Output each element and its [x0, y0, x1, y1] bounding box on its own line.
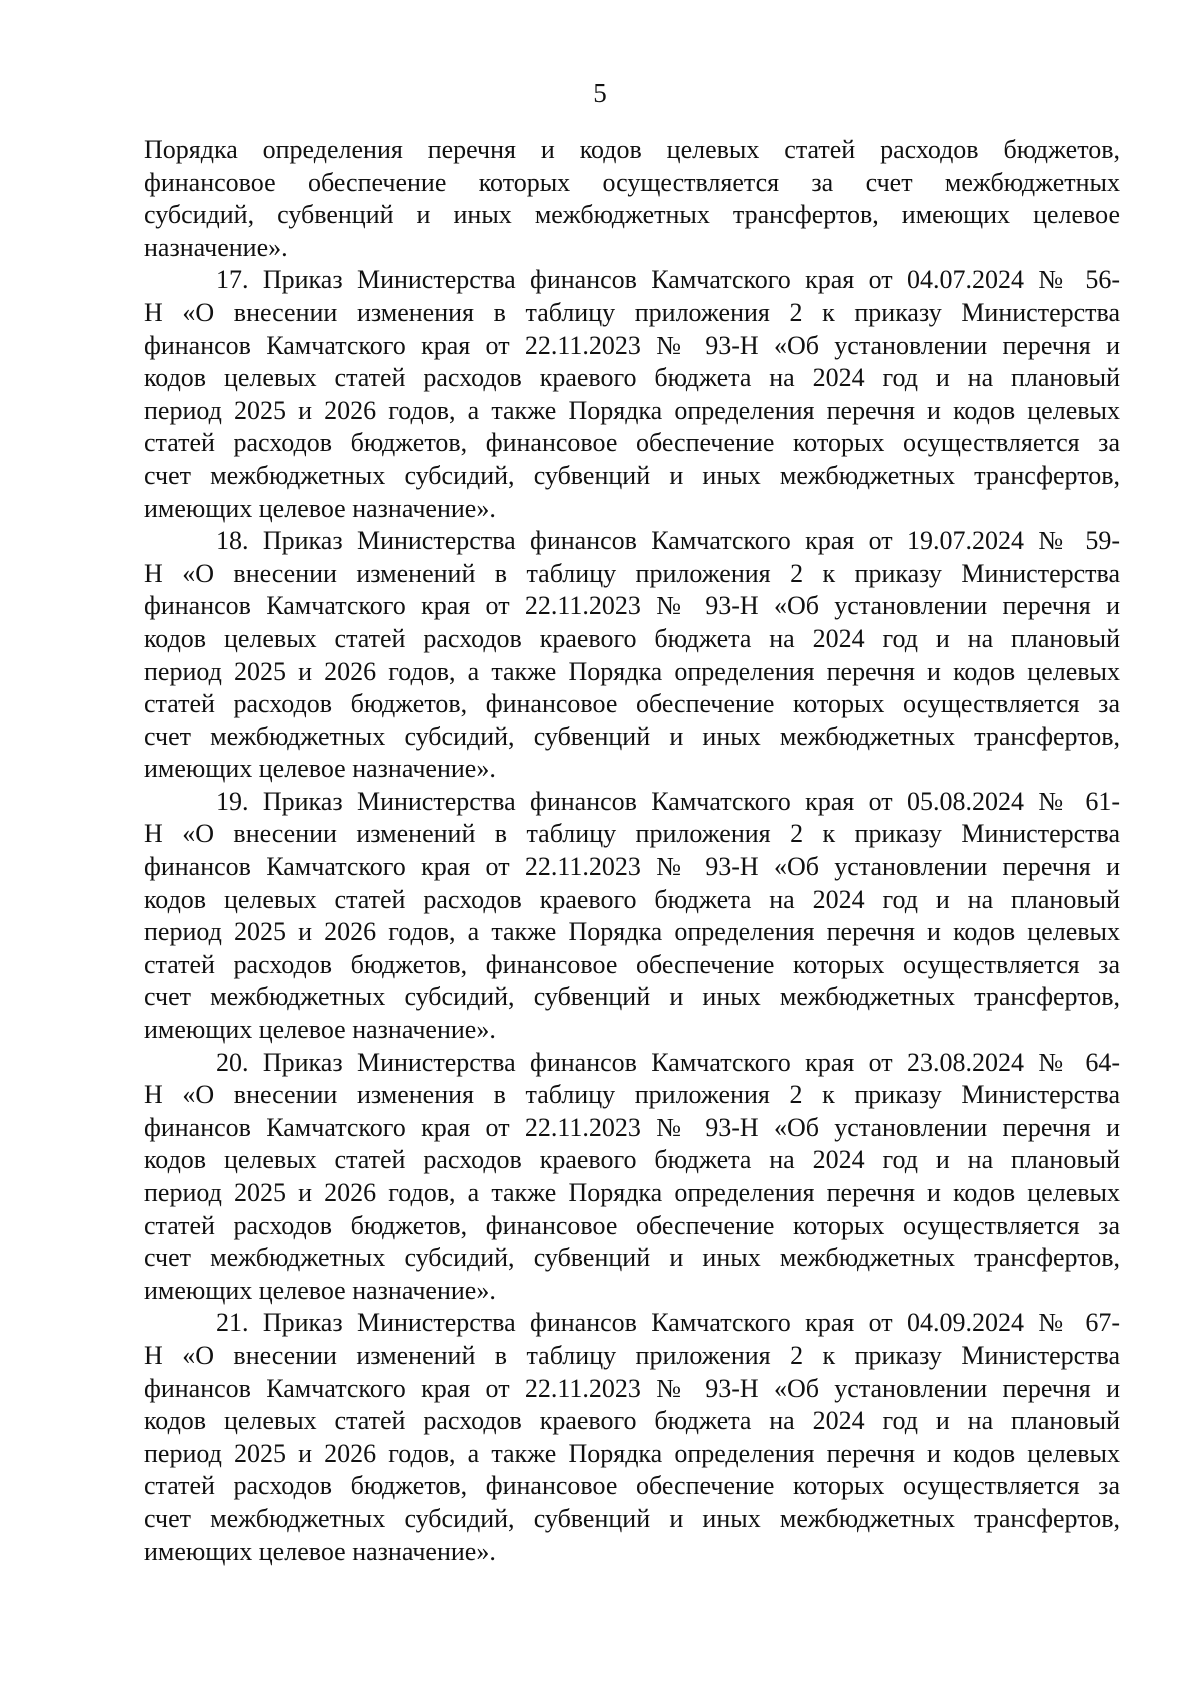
document-body	[144, 134, 1120, 1568]
text-line: назначение».	[144, 232, 288, 262]
paragraph-item-17	[144, 264, 1120, 525]
text-line: имеющих целевое назначение».	[144, 754, 496, 784]
text-line: Н «О внесении изменений в таблицу приложения 2 к приказу Министерства	[144, 558, 1120, 588]
paragraph-item-19	[144, 786, 1120, 1047]
text-line: кодов целевых статей расходов краевого бюджета на 2024 год и на плановый	[144, 623, 1120, 653]
text-line: период 2025 и 2026 годов, а также Порядка определения перечня и кодов целевых	[144, 1178, 1120, 1207]
text-line: кодов целевых статей расходов краевого бюджета на 2024 год и на плановый	[144, 363, 1120, 393]
text-line: Порядка определения перечня и кодов целевых статей расходов бюджетов,	[144, 135, 1120, 164]
text-line: имеющих целевое назначение».	[144, 1536, 496, 1566]
text-line: счет межбюджетных субсидий, субвенций и иных межбюджетных трансфертов,	[144, 1243, 1120, 1273]
text-line: счет межбюджетных субсидий, субвенций и иных межбюджетных трансфертов,	[144, 721, 1120, 751]
text-line: статей расходов бюджетов, финансовое обеспечение которых осуществляется за	[144, 689, 1120, 719]
text-line: кодов целевых статей расходов краевого бюджета на 2024 год и на плановый	[144, 884, 1120, 914]
text-line: статей расходов бюджетов, финансовое обеспечение которых осуществляется за	[144, 1210, 1120, 1240]
text-line: финансов Камчатского края от 22.11.2023 № 93-Н «Об установлении перечня и	[144, 591, 1120, 621]
text-line: кодов целевых статей расходов краевого бюджета на 2024 год и на плановый	[144, 1406, 1120, 1436]
text-line: финансов Камчатского края от 22.11.2023 № 93-Н «Об установлении перечня и	[144, 852, 1120, 882]
text-line: имеющих целевое назначение».	[144, 1015, 496, 1045]
text-line: Н «О внесении изменений в таблицу приложения 2 к приказу Министерства	[144, 1340, 1120, 1370]
text-line: 18. Приказ Министерства финансов Камчатского края от 19.07.2024 № 59-	[216, 526, 1120, 556]
text-line: счет межбюджетных субсидий, субвенций и иных межбюджетных трансфертов,	[144, 460, 1120, 490]
text-line: статей расходов бюджетов, финансовое обеспечение которых осуществляется за	[144, 1471, 1120, 1501]
text-line: Н «О внесении изменения в таблицу приложения 2 к приказу Министерства	[144, 297, 1120, 327]
text-line: Н «О внесении изменения в таблицу приложения 2 к приказу Министерства	[144, 1080, 1120, 1110]
text-line: статей расходов бюджетов, финансовое обеспечение которых осуществляется за	[144, 949, 1120, 979]
text-line: кодов целевых статей расходов краевого бюджета на 2024 год и на плановый	[144, 1145, 1120, 1175]
text-line: финансов Камчатского края от 22.11.2023 № 93-Н «Об установлении перечня и	[144, 1373, 1120, 1403]
text-line: финансов Камчатского края от 22.11.2023 № 93-Н «Об установлении перечня и	[144, 330, 1120, 360]
text-line: период 2025 и 2026 годов, а также Порядка определения перечня и кодов целевых	[144, 917, 1120, 947]
paragraph-item-18	[144, 525, 1120, 786]
text-line: период 2025 и 2026 годов, а также Порядка определения перечня и кодов целевых	[144, 656, 1120, 686]
text-line: статей расходов бюджетов, финансовое обеспечение которых осуществляется за	[144, 428, 1120, 458]
text-line: период 2025 и 2026 годов, а также Порядка определения перечня и кодов целевых	[144, 1438, 1120, 1468]
paragraph-item-20	[144, 1047, 1120, 1308]
paragraph-continuation	[144, 134, 1120, 264]
text-line: субсидий, субвенций и иных межбюджетных трансфертов, имеющих целевое	[144, 200, 1120, 230]
text-line: 19. Приказ Министерства финансов Камчатского края от 05.08.2024 № 61-	[216, 786, 1120, 816]
text-line: период 2025 и 2026 годов, а также Порядка определения перечня и кодов целевых	[144, 395, 1120, 425]
text-line: 17. Приказ Министерства финансов Камчатского края от 04.07.2024 № 56-	[216, 265, 1120, 295]
text-line: Н «О внесении изменений в таблицу приложения 2 к приказу Министерства	[144, 819, 1120, 849]
text-line: финансов Камчатского края от 22.11.2023 № 93-Н «Об установлении перечня и	[144, 1112, 1120, 1142]
text-line: счет межбюджетных субсидий, субвенций и иных межбюджетных трансфертов,	[144, 1503, 1120, 1533]
text-line: имеющих целевое назначение».	[144, 1275, 496, 1305]
text-line: финансовое обеспечение которых осуществляется за счет межбюджетных	[144, 167, 1120, 197]
paragraph-item-21	[144, 1307, 1120, 1568]
text-line: имеющих целевое назначение».	[144, 493, 496, 523]
page-number: 5	[593, 78, 607, 108]
text-line: 20. Приказ Министерства финансов Камчатского края от 23.08.2024 № 64-	[216, 1047, 1120, 1077]
text-line: 21. Приказ Министерства финансов Камчатского края от 04.09.2024 № 67-	[216, 1308, 1120, 1338]
text-line: счет межбюджетных субсидий, субвенций и иных межбюджетных трансфертов,	[144, 982, 1120, 1012]
